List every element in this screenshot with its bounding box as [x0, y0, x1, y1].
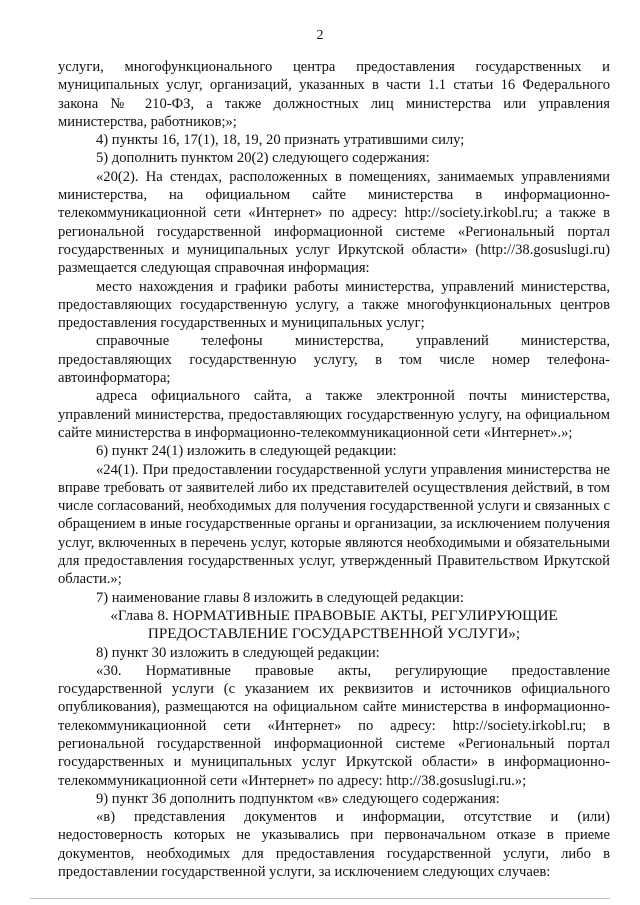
paragraph-point-30: «30. Нормативные правовые акты, регулирующие предоставление государственной услуги (с указанием их реквизитов и источников официального опубликования), размещаются на официальном сайте министерства в информационно-телекоммуникационной сети «Интернет» по адресу: http://society.irkobl.ru; в региональной государственной информационной системе «Региональный портал государственных и муниципальных услуг Иркутской области» в информационно-телекоммуникационной сети «Интернет» по адресу: http://38.gosuslugi.ru.»;	[58, 662, 610, 789]
chapter-heading-line-1: «Глава 8. НОРМАТИВНЫЕ ПРАВОВЫЕ АКТЫ, РЕГУЛИРУЮЩИЕ	[110, 606, 558, 624]
paragraph-phones-info: справочные телефоны министерства, управлений министерства, предоставляющих государственную услугу, в том числе номер телефона-автоинформатора;	[58, 333, 610, 387]
paragraph-item-5: 5) дополнить пунктом 20(2) следующего содержания:	[96, 150, 430, 167]
paragraph-item-9: 9) пункт 36 дополнить подпунктом «в» следующего содержания:	[96, 790, 500, 807]
paragraph-location-info: место нахождения и графики работы министерства, управлений министерства, предоставляющих государственную услугу, а также многофункциональных центров предоставления государственных и муниципальных услуг;	[58, 278, 610, 332]
page-bottom-edge	[30, 898, 610, 899]
paragraph-item-8: 8) пункт 30 изложить в следующей редакции:	[96, 644, 380, 661]
paragraph-point-24-1: «24(1). При предоставлении государственной услуги управления министерства не вправе требовать от заявителей либо их представителей осуществления действий, в том числе согласований, необходимых для получения государственной услуги и связанных с обращением в иные государственные органы и организации, за исключением получения услуг, включенных в перечень услуг, которые являются необходимыми и обязательными для предоставления государственных услуг, утвержденный Правительством Иркутской области.»;	[58, 461, 610, 588]
paragraph-website-info: адреса официального сайта, а также электронной почты министерства, управлений министерства, предоставляющих государственную услугу, на официальном сайте министерства в информационно-телекоммуникационной сети «Интернет».»;	[58, 388, 610, 441]
chapter-heading-line-2: ПРЕДОСТАВЛЕНИЕ ГОСУДАРСТВЕННОЙ УСЛУГИ»;	[147, 625, 521, 643]
paragraph-item-7: 7) наименование главы 8 изложить в следующей редакции:	[96, 589, 464, 606]
paragraph-point-20-2: «20(2). На стендах, расположенных в помещениях, занимаемых управлениями министерства, на официальном сайте министерства в информационно-телекоммуникационной сети «Интернет» по адресу: http://society.irkobl.ru; а также в региональной государственной информационной системе «Региональный портал государственных и муниципальных услуг Иркутской области» (http://38.gosuslugi.ru) размещается следующая справочная информация:	[58, 168, 610, 277]
paragraph-continuation: услуги, многофункционального центра предоставления государственных и муниципальных услуг, организаций, указанных в части 1.1 статьи 16 Федерального закона № 210-ФЗ, а также должностных лиц министерства или управления министерства, работников;»;	[58, 59, 610, 130]
paragraph-item-6: 6) пункт 24(1) изложить в следующей редакции:	[96, 443, 397, 460]
document-body	[58, 58, 610, 881]
paragraph-item-4: 4) пункты 16, 17(1), 18, 19, 20 признать утратившими силу;	[96, 132, 465, 149]
page-number: 2	[316, 28, 324, 43]
paragraph-subpoint-v: «в) представления документов и информации, отсутствие и (или) недостоверность которых не указывались при первоначальном отказе в приеме документов, необходимых для предоставления государственной услуги, либо в предоставлении государственной услуги, за исключением следующих случаев:	[58, 809, 610, 881]
